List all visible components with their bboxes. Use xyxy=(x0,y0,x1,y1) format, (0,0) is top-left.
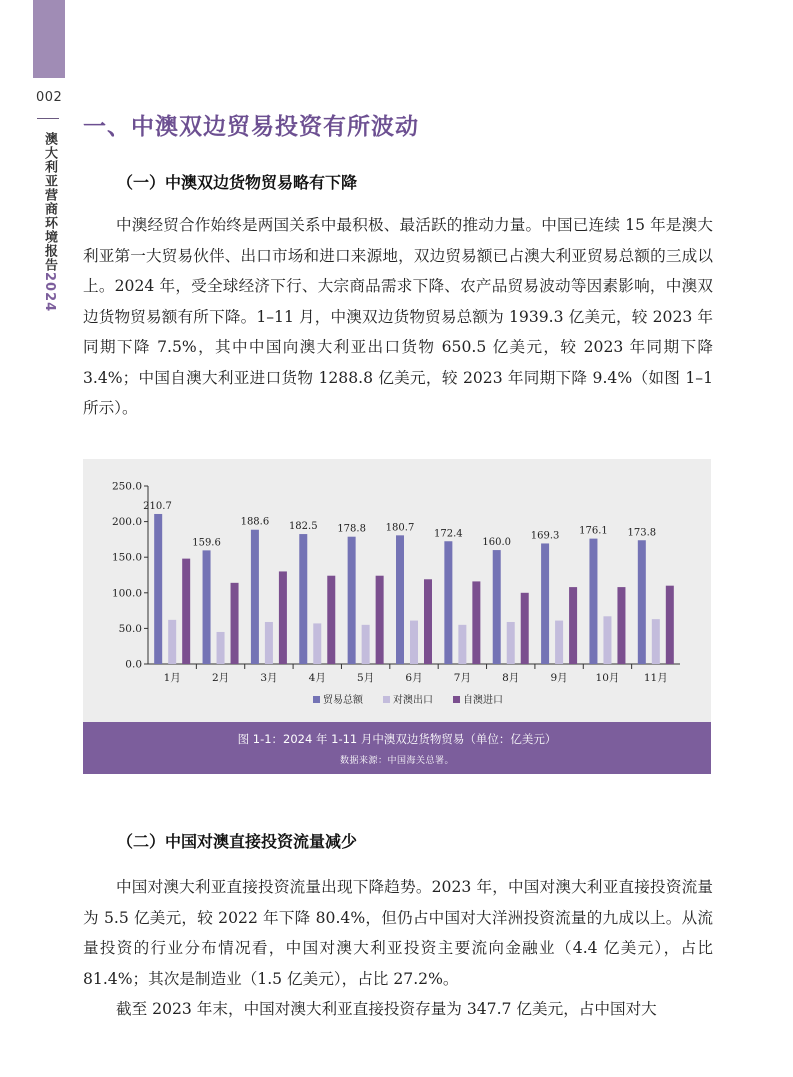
bar-value-label: 159.6 xyxy=(192,537,221,549)
y-tick-label: 0.0 xyxy=(125,658,142,671)
subsection-title-investment: （二）中国对澳直接投资流量减少 xyxy=(117,832,358,851)
bar-total xyxy=(589,539,597,664)
bar-total xyxy=(203,550,211,664)
bar-import xyxy=(279,571,287,664)
paragraph-trade: 中澳经贸合作始终是两国关系中最积极、最活跃的推动力量。中国已连续 15 年是澳大利亚第一大贸易伙伴、出口市场和进口来源地，双边贸易额已占澳大利亚贸易总额的三成以上。2024 年，受全球经济下行、大宗商品需求下降、农产品贸易波动等因素影响，中澳双边货物贸易额有所下降。1–11 月，中澳双边货物贸易总额为 1939.3 亿美元，较 2023 年同期下降 7.5%，其中中国向澳大利亚出口货物 650.5 亿美元，较 2023 年同期下降 3.4%；中国自澳大利亚进口货物 1288.8 亿美元，较 2023 年同期下降 9.4%（如图 1–1 所示）。 xyxy=(83,216,713,417)
bar-value-label: 173.8 xyxy=(627,527,657,539)
running-title xyxy=(40,132,59,312)
bar-import xyxy=(521,593,529,664)
y-tick-label: 150.0 xyxy=(111,551,142,564)
bar-import xyxy=(424,579,432,664)
legend-label: 自澳进口 xyxy=(463,695,503,706)
running-title-year: 2024 xyxy=(42,272,57,313)
bar-import xyxy=(472,581,480,664)
bar-total xyxy=(348,537,356,664)
bar-value-label: 160.0 xyxy=(482,537,512,549)
x-category-label: 1月 xyxy=(163,672,181,684)
bar-total xyxy=(251,530,259,664)
paragraph-investment-flow: 中国对澳大利亚直接投资流量出现下降趋势。2023 年，中国对澳大利亚直接投资流量为 5.5 亿美元，较 2022 年下降 80.4%，但仍占中国对大洋洲投资流量的九成以上。从流量投资的行业分布情况看，中国对澳大利亚投资主要流向金融业（4.4 亿美元），占比 81.4%；其次是制造业（1.5 亿美元），占比 27.2%。 xyxy=(83,878,713,988)
figure-caption-bar xyxy=(83,722,711,774)
x-category-label: 4月 xyxy=(308,672,326,684)
bar-import xyxy=(376,576,384,664)
bar-export xyxy=(555,621,563,664)
bar-export xyxy=(410,621,418,664)
bar-export xyxy=(507,622,515,664)
x-category-label: 10月 xyxy=(595,672,620,684)
x-category-label: 9月 xyxy=(550,672,568,684)
figure-source: 数据来源：中国海关总署。 xyxy=(339,756,454,766)
figure-caption: 图 1-1：2024 年 1-11 月中澳双边货物贸易（单位：亿美元） xyxy=(237,732,557,746)
section-title: 一、中澳双边贸易投资有所波动 xyxy=(83,114,419,140)
bar-total xyxy=(396,535,404,664)
side-divider xyxy=(37,118,59,119)
bar-total xyxy=(541,543,549,664)
bar-export xyxy=(265,622,273,664)
running-title-text: 澳大利亚营商环境报告 xyxy=(42,132,57,272)
bar-value-label: 182.5 xyxy=(288,521,318,533)
bar-value-label: 178.8 xyxy=(337,523,366,535)
x-category-label: 8月 xyxy=(502,672,520,684)
bar-export xyxy=(217,632,225,664)
bar-value-label: 172.4 xyxy=(434,528,463,540)
x-category-label: 11月 xyxy=(643,672,668,684)
bar-total xyxy=(638,540,646,664)
bar-import xyxy=(569,587,577,664)
bar-import xyxy=(666,586,674,664)
y-tick-label: 200.0 xyxy=(111,516,142,529)
legend-label: 贸易总额 xyxy=(323,695,363,706)
x-category-label: 5月 xyxy=(357,672,375,684)
bar-total xyxy=(493,550,501,664)
page-number: 002 xyxy=(36,90,63,105)
bar-export xyxy=(313,623,321,664)
legend-swatch xyxy=(383,696,390,703)
bar-value-label: 176.1 xyxy=(579,525,608,537)
x-category-label: 3月 xyxy=(260,672,278,684)
legend-swatch xyxy=(453,696,460,703)
x-category-label: 7月 xyxy=(453,672,471,684)
y-tick-label: 100.0 xyxy=(111,587,142,600)
y-tick-label: 50.0 xyxy=(118,622,142,635)
bar-export xyxy=(458,625,466,664)
y-tick-label: 250.0 xyxy=(111,480,142,493)
x-category-label: 6月 xyxy=(405,672,423,684)
chapter-tab-block xyxy=(33,0,65,78)
bar-value-label: 180.7 xyxy=(385,522,415,534)
legend-swatch xyxy=(313,696,320,703)
bar-value-label: 210.7 xyxy=(143,500,172,512)
subsection-title-trade: （一）中澳双边货物贸易略有下降 xyxy=(117,173,358,192)
bar-value-label: 188.6 xyxy=(240,516,270,528)
bar-value-label: 169.3 xyxy=(530,530,560,542)
bar-export xyxy=(362,625,370,664)
paragraph-investment-stock: 截至 2023 年末，中国对澳大利亚直接投资存量为 347.7 亿美元，占中国对大 xyxy=(116,1000,657,1018)
bar-export xyxy=(603,616,611,664)
x-category-label: 2月 xyxy=(211,672,230,684)
bar-import xyxy=(231,583,239,664)
bar-export xyxy=(168,620,176,664)
bar-total xyxy=(154,514,162,664)
chart-panel xyxy=(83,459,711,722)
bar-total xyxy=(299,534,307,664)
bar-export xyxy=(652,619,660,664)
bar-total xyxy=(444,541,452,664)
trade-bar-chart xyxy=(83,459,711,722)
bar-import xyxy=(182,559,190,664)
legend-label: 对澳出口 xyxy=(393,695,433,706)
bar-import xyxy=(617,587,625,664)
bar-import xyxy=(327,576,335,664)
